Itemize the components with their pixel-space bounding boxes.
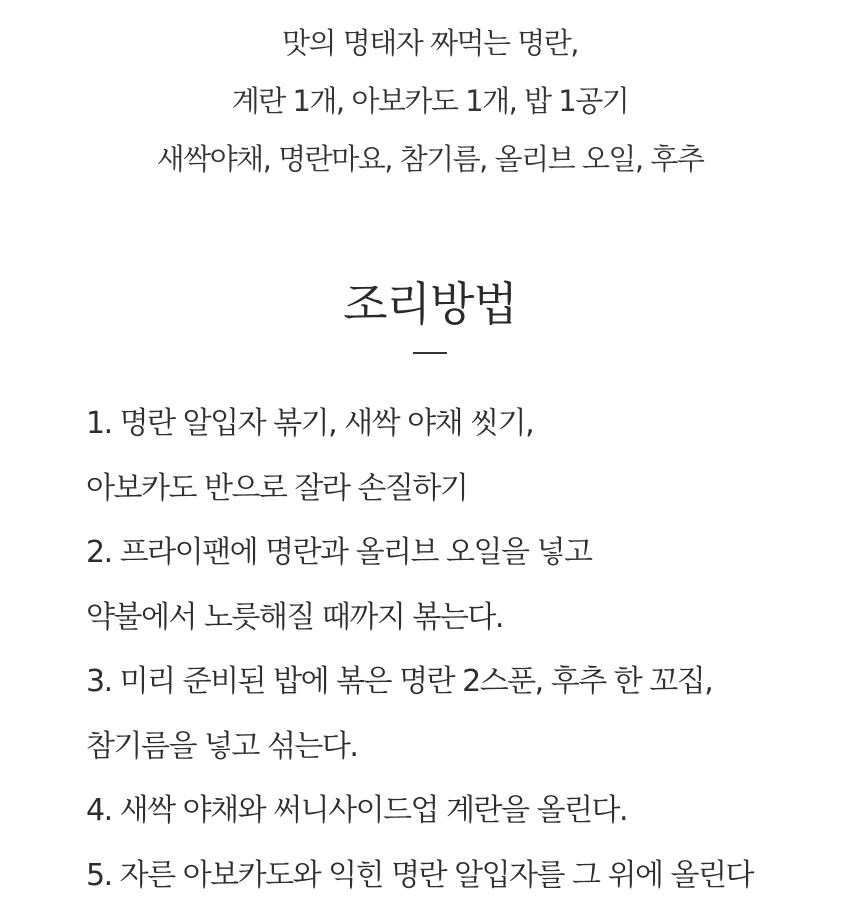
step-line: 아보카도 반으로 잘라 손질하기	[86, 457, 860, 522]
step-line: 3. 미리 준비된 밥에 볶은 명란 2스푼, 후추 한 꼬집,	[86, 650, 860, 715]
step-line: 4. 새싹 야채와 써니사이드업 계란을 올린다.	[86, 779, 860, 844]
method-steps	[86, 392, 860, 908]
ingredient-line: 맛의 명태자 짜먹는 명란,	[0, 14, 860, 72]
step-line: 약불에서 노릇해질 때까지 볶는다.	[86, 586, 860, 651]
step-line: 5. 자른 아보카도와 익힌 명란 알입자를 그 위에 올린다	[86, 844, 860, 908]
ingredient-line: 계란 1개, 아보카도 1개, 밥 1공기	[0, 72, 860, 130]
ingredient-line: 새싹야채, 명란마요, 참기름, 올리브 오일, 후추	[0, 130, 860, 188]
method-title: 조리방법	[0, 268, 860, 334]
step-line: 참기름을 넣고 섞는다.	[86, 715, 860, 780]
step-line: 2. 프라이팬에 명란과 올리브 오일을 넣고	[86, 521, 860, 586]
step-line: 1. 명란 알입자 볶기, 새싹 야채 씻기,	[86, 392, 860, 457]
title-divider	[413, 352, 447, 354]
ingredients-list	[0, 14, 860, 188]
